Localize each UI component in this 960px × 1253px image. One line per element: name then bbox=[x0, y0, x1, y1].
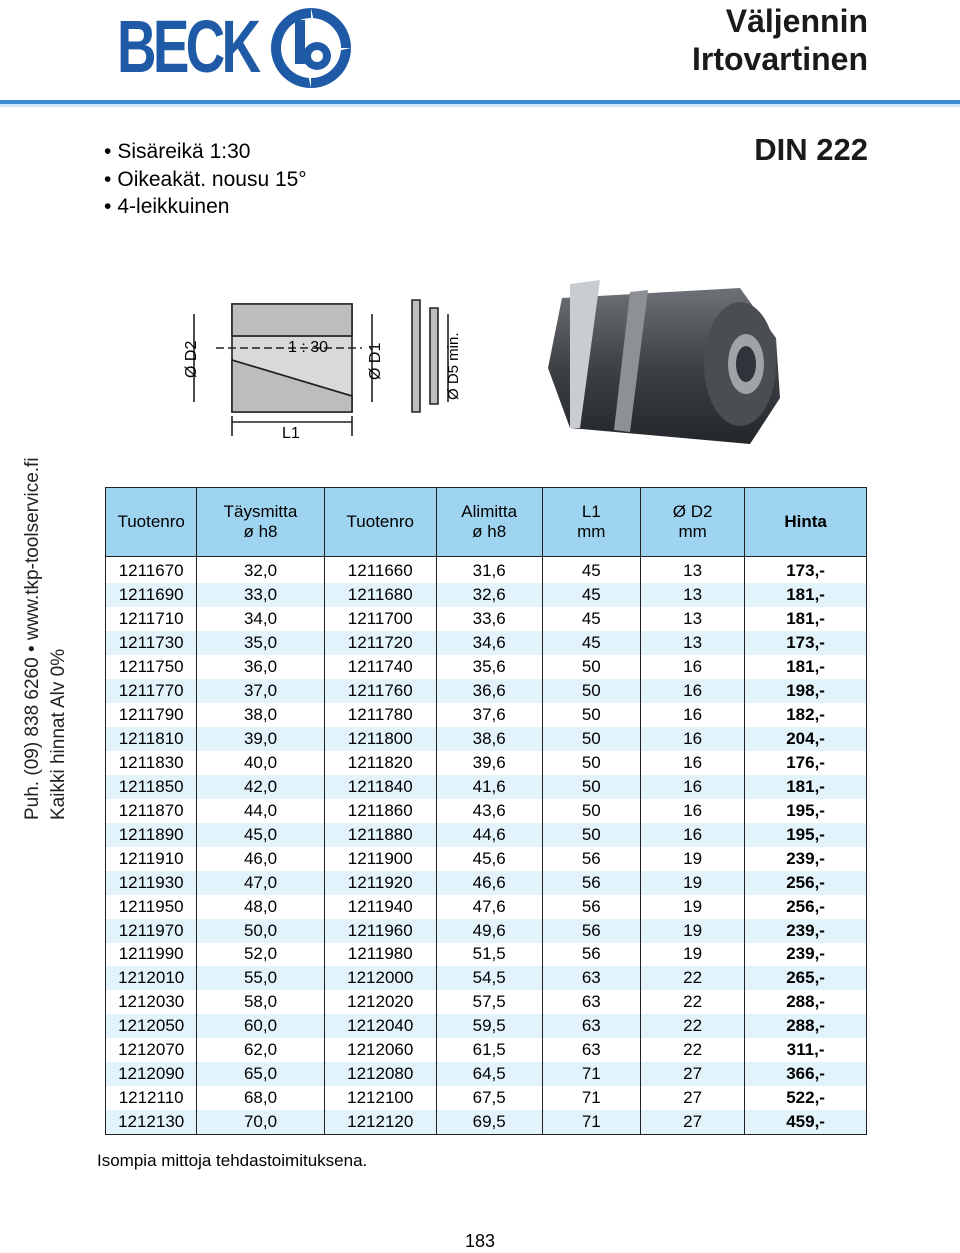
table-row bbox=[106, 1086, 867, 1110]
table-row bbox=[106, 799, 867, 823]
table-cell: 63 bbox=[542, 990, 641, 1014]
table-cell: 288,- bbox=[745, 990, 867, 1014]
table-cell: 1211770 bbox=[106, 679, 197, 703]
table-cell: 34,0 bbox=[197, 607, 324, 631]
table-cell: 204,- bbox=[745, 727, 867, 751]
table-row bbox=[106, 775, 867, 799]
table-cell: 366,- bbox=[745, 1062, 867, 1086]
feature-item: • Oikeakät. nousu 15° bbox=[104, 166, 307, 194]
table-row bbox=[106, 966, 867, 990]
table-row bbox=[106, 1014, 867, 1038]
drawing-label-l1: L1 bbox=[282, 425, 300, 442]
table-cell: 1211670 bbox=[106, 557, 197, 583]
table-cell: 1211660 bbox=[324, 557, 436, 583]
table-cell: 50 bbox=[542, 679, 641, 703]
title-line-1: Väljennin bbox=[725, 3, 868, 39]
table-cell: 1211780 bbox=[324, 703, 436, 727]
table-cell: 38,0 bbox=[197, 703, 324, 727]
table-cell: 1211910 bbox=[106, 847, 197, 871]
table-cell: 1211700 bbox=[324, 607, 436, 631]
table-cell: 57,5 bbox=[436, 990, 542, 1014]
table-cell: 50 bbox=[542, 751, 641, 775]
table-header-row bbox=[106, 488, 867, 557]
column-header: Tuotenro bbox=[106, 488, 197, 557]
table-cell: 1212120 bbox=[324, 1110, 436, 1134]
table-cell: 1211800 bbox=[324, 727, 436, 751]
table-cell: 22 bbox=[641, 966, 745, 990]
table-cell: 50 bbox=[542, 799, 641, 823]
footnote: Isompia mittoja tehdastoimituksena. bbox=[97, 1151, 368, 1170]
table-cell: 42,0 bbox=[197, 775, 324, 799]
table-cell: 22 bbox=[641, 1014, 745, 1038]
table-cell: 1211690 bbox=[106, 583, 197, 607]
table-cell: 31,6 bbox=[436, 557, 542, 583]
table-cell: 58,0 bbox=[197, 990, 324, 1014]
table-cell: 1211810 bbox=[106, 727, 197, 751]
table-cell: 1212030 bbox=[106, 990, 197, 1014]
table-cell: 50 bbox=[542, 703, 641, 727]
table-cell: 44,6 bbox=[436, 823, 542, 847]
table-cell: 13 bbox=[641, 583, 745, 607]
table-cell: 1212080 bbox=[324, 1062, 436, 1086]
table-cell: 239,- bbox=[745, 943, 867, 967]
table-cell: 71 bbox=[542, 1110, 641, 1134]
standard-label: DIN 222 bbox=[754, 132, 868, 167]
table-cell: 45 bbox=[542, 583, 641, 607]
table-cell: 459,- bbox=[745, 1110, 867, 1134]
page-title bbox=[692, 2, 868, 78]
table-cell: 19 bbox=[641, 895, 745, 919]
table-cell: 1211840 bbox=[324, 775, 436, 799]
table-cell: 1212040 bbox=[324, 1014, 436, 1038]
table-cell: 1211960 bbox=[324, 919, 436, 943]
table-cell: 1211710 bbox=[106, 607, 197, 631]
table-cell: 1212000 bbox=[324, 966, 436, 990]
header-rule-light bbox=[0, 104, 960, 107]
drawing-label-d2: Ø D2 bbox=[183, 340, 200, 378]
table-cell: 44,0 bbox=[197, 799, 324, 823]
table-cell: 50 bbox=[542, 823, 641, 847]
table-cell: 1211970 bbox=[106, 919, 197, 943]
table-cell: 62,0 bbox=[197, 1038, 324, 1062]
table-cell: 63 bbox=[542, 1014, 641, 1038]
table-cell: 22 bbox=[641, 1038, 745, 1062]
table-cell: 37,6 bbox=[436, 703, 542, 727]
table-cell: 1211720 bbox=[324, 631, 436, 655]
table-cell: 19 bbox=[641, 871, 745, 895]
table-cell: 1212060 bbox=[324, 1038, 436, 1062]
table-row bbox=[106, 823, 867, 847]
table-row bbox=[106, 847, 867, 871]
table-cell: 50,0 bbox=[197, 919, 324, 943]
table-cell: 64,5 bbox=[436, 1062, 542, 1086]
table-cell: 63 bbox=[542, 966, 641, 990]
table-cell: 1212090 bbox=[106, 1062, 197, 1086]
table-cell: 47,0 bbox=[197, 871, 324, 895]
table-cell: 68,0 bbox=[197, 1086, 324, 1110]
table-cell: 16 bbox=[641, 703, 745, 727]
table-cell: 181,- bbox=[745, 775, 867, 799]
table-row bbox=[106, 557, 867, 583]
table-cell: 49,6 bbox=[436, 919, 542, 943]
table-cell: 181,- bbox=[745, 655, 867, 679]
table-cell: 40,0 bbox=[197, 751, 324, 775]
table-cell: 19 bbox=[641, 919, 745, 943]
table-cell: 16 bbox=[641, 727, 745, 751]
table-cell: 38,6 bbox=[436, 727, 542, 751]
reamer-image bbox=[540, 278, 790, 450]
table-cell: 311,- bbox=[745, 1038, 867, 1062]
table-row bbox=[106, 655, 867, 679]
column-header: Alimitta ø h8 bbox=[436, 488, 542, 557]
table-cell: 71 bbox=[542, 1062, 641, 1086]
table-cell: 19 bbox=[641, 943, 745, 967]
table-cell: 1212130 bbox=[106, 1110, 197, 1134]
table-cell: 50 bbox=[542, 727, 641, 751]
table-row bbox=[106, 703, 867, 727]
table-cell: 32,6 bbox=[436, 583, 542, 607]
table-cell: 16 bbox=[641, 751, 745, 775]
table-cell: 1211950 bbox=[106, 895, 197, 919]
table-cell: 16 bbox=[641, 775, 745, 799]
table-cell: 56 bbox=[542, 919, 641, 943]
table-cell: 1211680 bbox=[324, 583, 436, 607]
table-cell: 1211750 bbox=[106, 655, 197, 679]
table-row bbox=[106, 631, 867, 655]
table-row bbox=[106, 679, 867, 703]
contact-line: Puh. (09) 838 6260 • www.tkp-toolservice.fi bbox=[22, 457, 43, 820]
feature-item: • Sisäreikä 1:30 bbox=[104, 138, 307, 166]
table-cell: 13 bbox=[641, 631, 745, 655]
table-cell: 51,5 bbox=[436, 943, 542, 967]
table-cell: 1211850 bbox=[106, 775, 197, 799]
table-cell: 50 bbox=[542, 775, 641, 799]
table-cell: 35,0 bbox=[197, 631, 324, 655]
table-cell: 1211940 bbox=[324, 895, 436, 919]
table-cell: 1211740 bbox=[324, 655, 436, 679]
table-cell: 1211890 bbox=[106, 823, 197, 847]
table-cell: 39,0 bbox=[197, 727, 324, 751]
table-row bbox=[106, 871, 867, 895]
feature-item: • 4-leikkuinen bbox=[104, 193, 307, 221]
table-cell: 22 bbox=[641, 990, 745, 1014]
price-table bbox=[105, 487, 867, 1135]
table-row bbox=[106, 990, 867, 1014]
table-row bbox=[106, 727, 867, 751]
table-cell: 173,- bbox=[745, 557, 867, 583]
table-cell: 56 bbox=[542, 871, 641, 895]
table-cell: 45,6 bbox=[436, 847, 542, 871]
table-cell: 33,0 bbox=[197, 583, 324, 607]
table-cell: 1212100 bbox=[324, 1086, 436, 1110]
table-cell: 1211860 bbox=[324, 799, 436, 823]
table-cell: 16 bbox=[641, 799, 745, 823]
table-cell: 16 bbox=[641, 679, 745, 703]
table-cell: 45 bbox=[542, 607, 641, 631]
table-cell: 39,6 bbox=[436, 751, 542, 775]
table-cell: 60,0 bbox=[197, 1014, 324, 1038]
table-cell: 1211790 bbox=[106, 703, 197, 727]
table-cell: 34,6 bbox=[436, 631, 542, 655]
column-header: Hinta bbox=[745, 488, 867, 557]
drawing-label-ratio: 1 : 30 bbox=[288, 339, 329, 356]
table-cell: 41,6 bbox=[436, 775, 542, 799]
table-cell: 288,- bbox=[745, 1014, 867, 1038]
drawing-label-d5: Ø D5 min. bbox=[445, 332, 462, 400]
table-cell: 19 bbox=[641, 847, 745, 871]
table-cell: 36,0 bbox=[197, 655, 324, 679]
table-cell: 1211820 bbox=[324, 751, 436, 775]
column-header: Ø D2 mm bbox=[641, 488, 745, 557]
table-cell: 1211730 bbox=[106, 631, 197, 655]
table-cell: 27 bbox=[641, 1110, 745, 1134]
table-cell: 61,5 bbox=[436, 1038, 542, 1062]
beck-logo bbox=[117, 4, 357, 90]
table-cell: 265,- bbox=[745, 966, 867, 990]
feature-list bbox=[104, 138, 307, 221]
table-cell: 52,0 bbox=[197, 943, 324, 967]
table-row bbox=[106, 751, 867, 775]
table-cell: 239,- bbox=[745, 847, 867, 871]
table-cell: 45 bbox=[542, 557, 641, 583]
table-cell: 63 bbox=[542, 1038, 641, 1062]
table-cell: 181,- bbox=[745, 607, 867, 631]
table-cell: 55,0 bbox=[197, 966, 324, 990]
table-cell: 69,5 bbox=[436, 1110, 542, 1134]
table-cell: 33,6 bbox=[436, 607, 542, 631]
column-header: L1 mm bbox=[542, 488, 641, 557]
table-cell: 56 bbox=[542, 895, 641, 919]
table-cell: 70,0 bbox=[197, 1110, 324, 1134]
table-cell: 256,- bbox=[745, 895, 867, 919]
table-cell: 181,- bbox=[745, 583, 867, 607]
table-row bbox=[106, 607, 867, 631]
table-cell: 48,0 bbox=[197, 895, 324, 919]
table-cell: 1212020 bbox=[324, 990, 436, 1014]
drawing-label-d1: Ø D1 bbox=[367, 342, 384, 380]
table-cell: 27 bbox=[641, 1062, 745, 1086]
table-cell: 47,6 bbox=[436, 895, 542, 919]
table-cell: 56 bbox=[542, 943, 641, 967]
vat-note: Kaikki hinnat Alv 0% bbox=[48, 648, 69, 820]
table-row bbox=[106, 1038, 867, 1062]
technical-drawing bbox=[176, 296, 472, 442]
table-cell: 43,6 bbox=[436, 799, 542, 823]
table-cell: 13 bbox=[641, 557, 745, 583]
table-cell: 32,0 bbox=[197, 557, 324, 583]
table-cell: 67,5 bbox=[436, 1086, 542, 1110]
table-row bbox=[106, 895, 867, 919]
table-cell: 1211900 bbox=[324, 847, 436, 871]
table-cell: 195,- bbox=[745, 799, 867, 823]
table-cell: 46,0 bbox=[197, 847, 324, 871]
table-cell: 56 bbox=[542, 847, 641, 871]
table-cell: 1211870 bbox=[106, 799, 197, 823]
column-header: Tuotenro bbox=[324, 488, 436, 557]
table-cell: 1212070 bbox=[106, 1038, 197, 1062]
logo-wordmark: BECK bbox=[117, 5, 258, 88]
table-cell: 35,6 bbox=[436, 655, 542, 679]
table-cell: 27 bbox=[641, 1086, 745, 1110]
table-cell: 173,- bbox=[745, 631, 867, 655]
table-cell: 13 bbox=[641, 607, 745, 631]
table-cell: 36,6 bbox=[436, 679, 542, 703]
table-row bbox=[106, 919, 867, 943]
table-cell: 1211980 bbox=[324, 943, 436, 967]
table-cell: 182,- bbox=[745, 703, 867, 727]
table-cell: 198,- bbox=[745, 679, 867, 703]
table-cell: 45 bbox=[542, 631, 641, 655]
table-row bbox=[106, 583, 867, 607]
table-cell: 1212050 bbox=[106, 1014, 197, 1038]
table-row bbox=[106, 943, 867, 967]
table-cell: 256,- bbox=[745, 871, 867, 895]
table-cell: 195,- bbox=[745, 823, 867, 847]
table-cell: 522,- bbox=[745, 1086, 867, 1110]
table-cell: 37,0 bbox=[197, 679, 324, 703]
table-cell: 46,6 bbox=[436, 871, 542, 895]
table-cell: 50 bbox=[542, 655, 641, 679]
beck-emblem-icon bbox=[269, 6, 353, 90]
page-number: 183 bbox=[464, 1231, 496, 1251]
title-line-2: Irtovartinen bbox=[691, 41, 868, 77]
table-cell: 1211830 bbox=[106, 751, 197, 775]
table-cell: 1212010 bbox=[106, 966, 197, 990]
table-cell: 176,- bbox=[745, 751, 867, 775]
table-cell: 1211760 bbox=[324, 679, 436, 703]
table-cell: 54,5 bbox=[436, 966, 542, 990]
table-cell: 16 bbox=[641, 655, 745, 679]
table-row bbox=[106, 1062, 867, 1086]
table-cell: 71 bbox=[542, 1086, 641, 1110]
table-cell: 65,0 bbox=[197, 1062, 324, 1086]
table-cell: 239,- bbox=[745, 919, 867, 943]
table-cell: 45,0 bbox=[197, 823, 324, 847]
table-cell: 1211920 bbox=[324, 871, 436, 895]
table-cell: 59,5 bbox=[436, 1014, 542, 1038]
table-cell: 1211880 bbox=[324, 823, 436, 847]
table-cell: 16 bbox=[641, 823, 745, 847]
column-header: Täysmitta ø h8 bbox=[197, 488, 324, 557]
table-cell: 1212110 bbox=[106, 1086, 197, 1110]
table-cell: 1211990 bbox=[106, 943, 197, 967]
table-row bbox=[106, 1110, 867, 1134]
table-cell: 1211930 bbox=[106, 871, 197, 895]
